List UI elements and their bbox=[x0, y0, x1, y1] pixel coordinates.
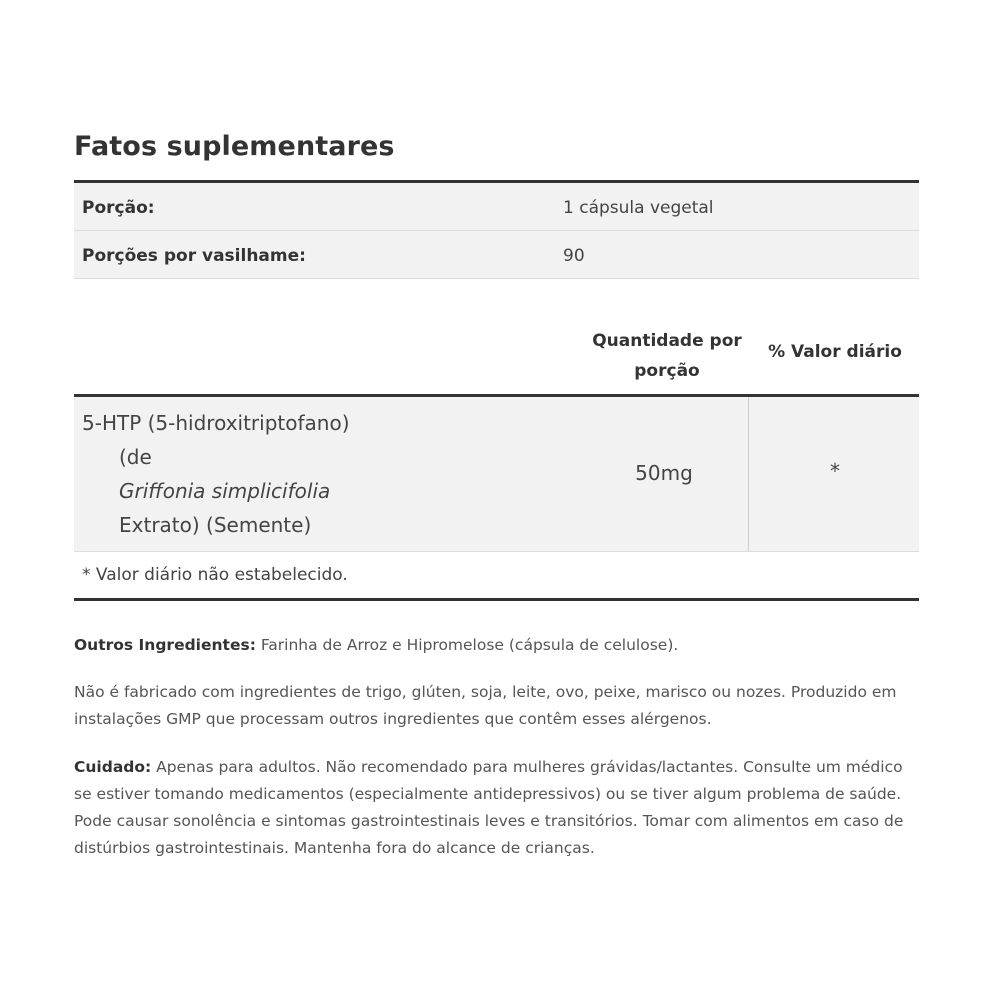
footnote-text: * Valor diário não estabelecido. bbox=[82, 565, 348, 585]
caution-text: Apenas para adultos. Não recomendado para mulheres grávidas/lactantes. Consulte um médico se estiver tomando medicamentos (especialmente antidepressivos) ou se tiver algum problema de saúde. Pode causar sonolência e sintomas gastrointestinais leves e transitórios. Tomar com alimentos em caso de distúrbios gastrointestinais. Mantenha fora do alcance de crianças. bbox=[74, 758, 904, 857]
amount-header-line1: Quantidade por bbox=[592, 331, 742, 351]
other-ingredients-text: Farinha de Arroz e Hipromelose (cápsula de celulose). bbox=[255, 636, 679, 654]
nutrient-name-line4: Extrato) (Semente) bbox=[119, 513, 312, 537]
nutrient-table-header bbox=[74, 322, 919, 397]
serving-size-row bbox=[74, 183, 919, 231]
nutrient-amount: 50mg bbox=[635, 461, 693, 485]
servings-per-container-label: Porções por vasilhame: bbox=[82, 246, 306, 266]
nutrient-scientific-name: Griffonia simplicifolia bbox=[119, 479, 331, 503]
serving-info-table bbox=[74, 180, 919, 279]
caution-note bbox=[74, 754, 924, 862]
daily-value-footnote bbox=[74, 552, 919, 601]
daily-value-header: % Valor diário bbox=[768, 342, 902, 362]
allergen-note: Não é fabricado com ingredientes de trigo, glúten, soja, leite, ovo, peixe, marisco ou nozes. Produzido em instalações GMP que processam outros ingredientes que contêm esses alérgenos. bbox=[74, 683, 897, 728]
servings-per-container-value: 90 bbox=[563, 246, 585, 266]
nutrient-name-line2: (de bbox=[119, 445, 152, 469]
nutrient-daily-value: * bbox=[830, 459, 840, 483]
amount-per-serving-header bbox=[582, 326, 752, 386]
serving-size-label: Porção: bbox=[82, 198, 155, 218]
other-ingredients bbox=[74, 632, 924, 659]
nutrient-name-line1: 5-HTP (5-hidroxitriptofano) bbox=[82, 411, 350, 435]
amount-header-line2: porção bbox=[634, 361, 700, 381]
caution-label: Cuidado: bbox=[74, 758, 152, 776]
servings-per-container-row bbox=[74, 231, 919, 279]
nutrient-row bbox=[74, 397, 919, 552]
nutrient-name bbox=[82, 406, 350, 542]
other-ingredients-label: Outros Ingredientes: bbox=[74, 636, 256, 654]
page-title: Fatos suplementares bbox=[74, 131, 395, 162]
column-divider bbox=[748, 397, 749, 551]
serving-size-value: 1 cápsula vegetal bbox=[563, 198, 714, 218]
